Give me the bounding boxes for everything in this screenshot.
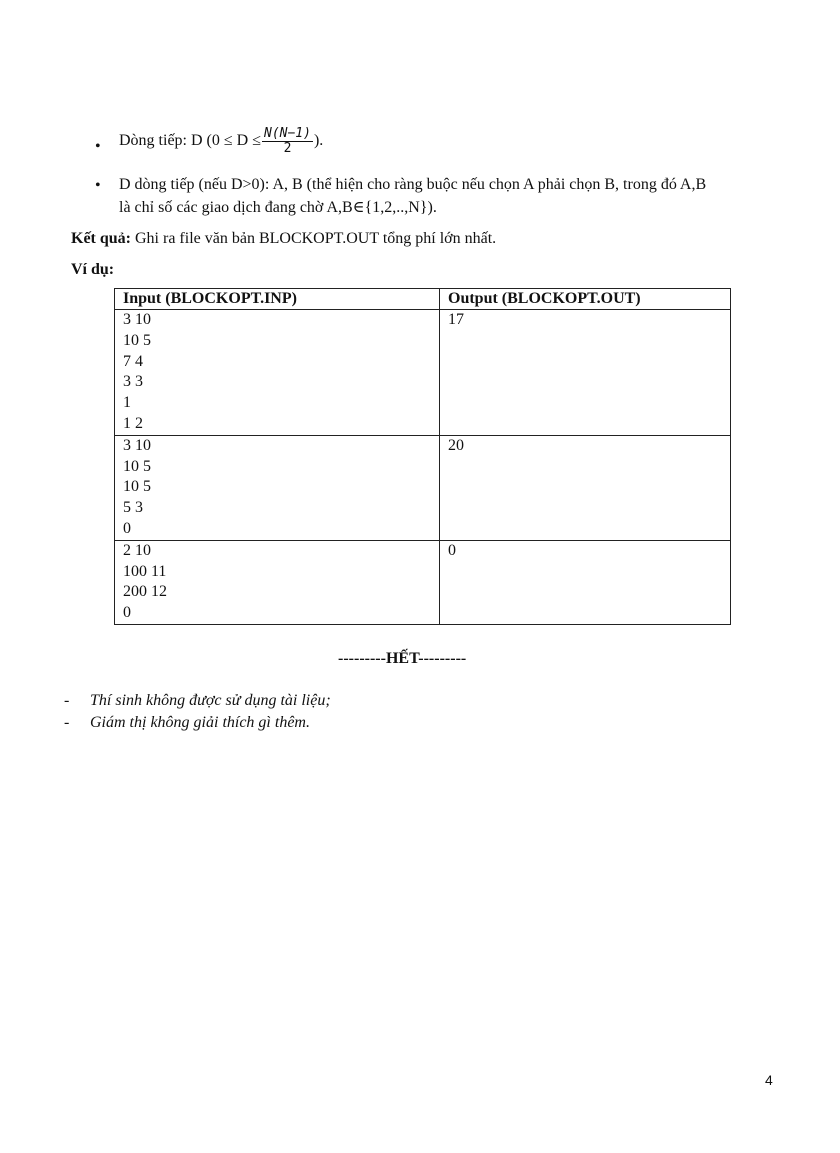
output-value: 20	[448, 436, 464, 454]
table-row	[115, 540, 731, 624]
input-line: 0	[123, 604, 131, 622]
input-cell	[115, 540, 440, 624]
bullet1-suffix: ).	[313, 132, 324, 150]
input-line: 1 2	[123, 414, 143, 432]
result-label: Kết quả:	[71, 230, 131, 247]
header-input: Input (BLOCKOPT.INP)	[115, 289, 440, 310]
table-row	[115, 435, 731, 540]
input-line: 100 11	[123, 562, 167, 580]
input-cell	[115, 435, 440, 540]
note-item: Giám thị không giải thích gì thêm.	[90, 714, 310, 731]
output-value: 17	[448, 311, 464, 328]
example-table	[114, 288, 731, 625]
end-marker: ---------HẾT---------	[338, 650, 467, 667]
bullet-dot: •	[95, 138, 101, 155]
input-line: 5 3	[123, 499, 143, 517]
bullet-dot: •	[95, 177, 101, 194]
note-dash: -	[64, 714, 70, 731]
input-line: 10 5	[123, 457, 151, 475]
output-cell	[440, 310, 731, 436]
fraction-numerator: N(N−1)	[264, 126, 311, 141]
input-line: 10 5	[123, 478, 151, 496]
result-text: Ghi ra file văn bản BLOCKOPT.OUT tổng phí lớn nhất.	[135, 230, 497, 247]
input-line: 0	[123, 519, 131, 537]
table-row	[115, 310, 731, 436]
bullet-d-count	[119, 127, 323, 156]
note-dash: -	[64, 692, 70, 709]
bullet2-line1: D dòng tiếp (nếu D>0): A, B (thể hiện cho ràng buộc nếu chọn A phải chọn B, trong đó A,B	[119, 176, 707, 193]
output-cell	[440, 540, 731, 624]
output-value: 0	[448, 541, 456, 559]
fraction	[262, 127, 313, 156]
header-output: Output (BLOCKOPT.OUT)	[440, 289, 731, 310]
input-line: 10 5	[123, 331, 151, 349]
bullet1-prefix: Dòng tiếp: D (0 ≤ D ≤	[119, 132, 261, 150]
note-item: Thí sinh không được sử dụng tài liệu;	[90, 692, 331, 709]
input-cell	[115, 310, 440, 436]
input-line: 3 3	[123, 373, 143, 391]
input-line: 200 12	[123, 583, 167, 601]
input-line: 7 4	[123, 352, 143, 370]
bullet2-line2: là chỉ số các giao dịch đang chờ A,B∈{1,2,..,N}).	[119, 199, 437, 216]
result-paragraph	[71, 229, 496, 249]
example-label: Ví dụ:	[71, 261, 115, 278]
input-line: 1	[123, 394, 131, 412]
input-line: 3 10	[123, 436, 151, 454]
table-header-row	[115, 289, 731, 310]
output-cell	[440, 435, 731, 540]
page-number: 4	[765, 1072, 773, 1088]
input-line: 2 10	[123, 541, 151, 559]
input-line: 3 10	[123, 311, 151, 328]
fraction-denominator: 2	[283, 141, 292, 156]
